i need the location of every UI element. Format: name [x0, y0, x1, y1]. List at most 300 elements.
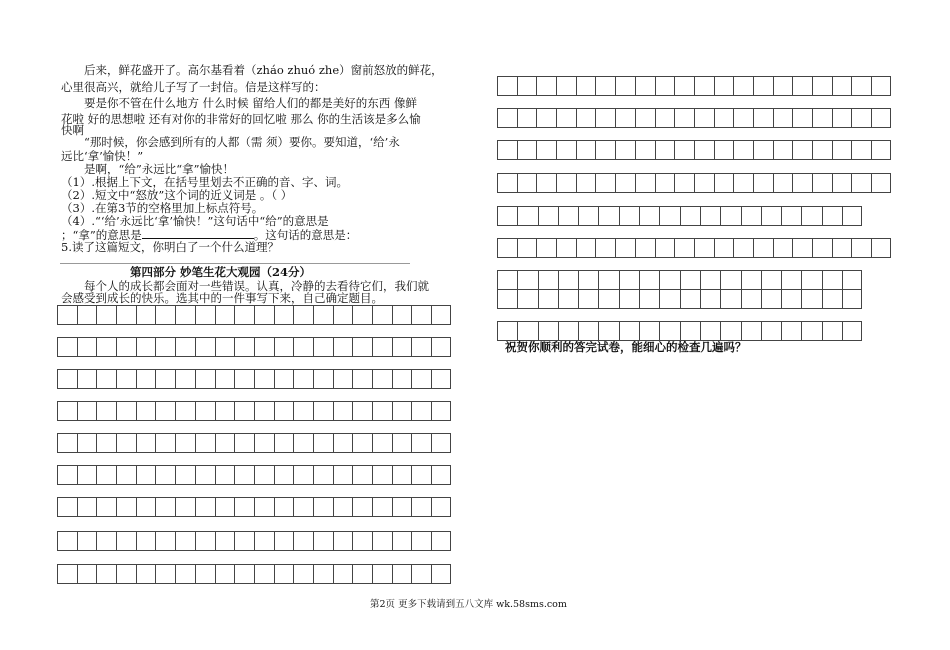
- grid-cell[interactable]: [595, 140, 615, 160]
- grid-cell[interactable]: [155, 305, 175, 325]
- grid-cell[interactable]: [411, 531, 431, 551]
- grid-cell[interactable]: [392, 531, 412, 551]
- grid-cell[interactable]: [77, 497, 97, 517]
- grid-cell[interactable]: [392, 369, 412, 389]
- grid-cell[interactable]: [680, 321, 700, 341]
- grid-cell[interactable]: [615, 238, 635, 258]
- grid-cell[interactable]: [700, 206, 720, 226]
- grid-cell[interactable]: [832, 173, 852, 193]
- grid-cell[interactable]: [792, 108, 812, 128]
- grid-cell[interactable]: [741, 206, 761, 226]
- grid-cell[interactable]: [215, 564, 235, 584]
- grid-cell[interactable]: [556, 173, 576, 193]
- grid-cell[interactable]: [333, 564, 353, 584]
- grid-cell[interactable]: [595, 76, 615, 96]
- grid-cell[interactable]: [195, 305, 215, 325]
- grid-cell[interactable]: [274, 305, 294, 325]
- grid-cell[interactable]: [333, 369, 353, 389]
- grid-cell[interactable]: [832, 238, 852, 258]
- grid-cell[interactable]: [372, 401, 392, 421]
- grid-cell[interactable]: [77, 305, 97, 325]
- answer-blank[interactable]: [142, 228, 254, 239]
- grid-cell[interactable]: [254, 497, 274, 517]
- grid-cell[interactable]: [639, 270, 659, 290]
- grid-cell[interactable]: [576, 108, 596, 128]
- grid-cell[interactable]: [254, 305, 274, 325]
- grid-cell[interactable]: [655, 238, 675, 258]
- grid-cell[interactable]: [595, 238, 615, 258]
- grid-cell[interactable]: [595, 108, 615, 128]
- grid-cell[interactable]: [659, 206, 679, 226]
- grid-cell[interactable]: [781, 206, 801, 226]
- grid-cell[interactable]: [274, 433, 294, 453]
- grid-cell[interactable]: [801, 206, 821, 226]
- grid-cell[interactable]: [77, 369, 97, 389]
- grid-cell[interactable]: [136, 401, 156, 421]
- grid-cell[interactable]: [215, 305, 235, 325]
- grid-cell[interactable]: [411, 401, 431, 421]
- grid-cell[interactable]: [619, 321, 639, 341]
- grid-cell[interactable]: [392, 305, 412, 325]
- grid-cell[interactable]: [619, 206, 639, 226]
- grid-cell[interactable]: [773, 173, 793, 193]
- grid-cell[interactable]: [517, 108, 537, 128]
- grid-cell[interactable]: [659, 321, 679, 341]
- grid-cell[interactable]: [733, 140, 753, 160]
- grid-cell[interactable]: [822, 206, 842, 226]
- grid-cell[interactable]: [116, 531, 136, 551]
- grid-cell[interactable]: [57, 531, 77, 551]
- grid-cell[interactable]: [215, 497, 235, 517]
- grid-cell[interactable]: [517, 206, 537, 226]
- grid-cell[interactable]: [372, 433, 392, 453]
- grid-cell[interactable]: [781, 321, 801, 341]
- grid-cell[interactable]: [431, 465, 451, 485]
- grid-cell[interactable]: [234, 497, 254, 517]
- grid-cell[interactable]: [215, 369, 235, 389]
- grid-cell[interactable]: [674, 238, 694, 258]
- grid-cell[interactable]: [313, 305, 333, 325]
- grid-cell[interactable]: [497, 238, 517, 258]
- grid-cell[interactable]: [598, 206, 618, 226]
- grid-cell[interactable]: [333, 337, 353, 357]
- grid-cell[interactable]: [352, 401, 372, 421]
- grid-cell[interactable]: [234, 465, 254, 485]
- grid-cell[interactable]: [274, 337, 294, 357]
- grid-cell[interactable]: [215, 337, 235, 357]
- grid-cell[interactable]: [411, 465, 431, 485]
- grid-cell[interactable]: [313, 401, 333, 421]
- grid-cell[interactable]: [313, 369, 333, 389]
- grid-cell[interactable]: [77, 531, 97, 551]
- grid-cell[interactable]: [57, 401, 77, 421]
- grid-cell[interactable]: [372, 564, 392, 584]
- grid-cell[interactable]: [96, 433, 116, 453]
- grid-cell[interactable]: [700, 321, 720, 341]
- grid-cell[interactable]: [254, 433, 274, 453]
- grid-cell[interactable]: [812, 238, 832, 258]
- grid-cell[interactable]: [578, 270, 598, 290]
- grid-cell[interactable]: [234, 531, 254, 551]
- grid-cell[interactable]: [851, 238, 871, 258]
- grid-cell[interactable]: [195, 337, 215, 357]
- grid-cell[interactable]: [871, 76, 891, 96]
- grid-cell[interactable]: [175, 337, 195, 357]
- grid-cell[interactable]: [57, 369, 77, 389]
- grid-cell[interactable]: [822, 321, 842, 341]
- grid-cell[interactable]: [842, 321, 862, 341]
- grid-cell[interactable]: [293, 531, 313, 551]
- grid-cell[interactable]: [741, 289, 761, 309]
- grid-cell[interactable]: [674, 76, 694, 96]
- grid-cell[interactable]: [792, 173, 812, 193]
- grid-cell[interactable]: [812, 108, 832, 128]
- grid-cell[interactable]: [595, 173, 615, 193]
- grid-cell[interactable]: [812, 173, 832, 193]
- grid-cell[interactable]: [871, 173, 891, 193]
- grid-cell[interactable]: [578, 321, 598, 341]
- grid-cell[interactable]: [293, 337, 313, 357]
- grid-cell[interactable]: [781, 270, 801, 290]
- grid-cell[interactable]: [558, 321, 578, 341]
- grid-cell[interactable]: [536, 76, 556, 96]
- grid-cell[interactable]: [431, 305, 451, 325]
- grid-cell[interactable]: [635, 140, 655, 160]
- grid-cell[interactable]: [234, 369, 254, 389]
- grid-cell[interactable]: [714, 173, 734, 193]
- grid-cell[interactable]: [497, 108, 517, 128]
- grid-cell[interactable]: [773, 238, 793, 258]
- grid-cell[interactable]: [352, 564, 372, 584]
- grid-cell[interactable]: [411, 497, 431, 517]
- grid-cell[interactable]: [352, 465, 372, 485]
- grid-cell[interactable]: [720, 289, 740, 309]
- grid-cell[interactable]: [720, 206, 740, 226]
- grid-cell[interactable]: [635, 238, 655, 258]
- grid-cell[interactable]: [733, 76, 753, 96]
- grid-cell[interactable]: [639, 321, 659, 341]
- grid-cell[interactable]: [136, 465, 156, 485]
- grid-cell[interactable]: [851, 140, 871, 160]
- grid-cell[interactable]: [871, 140, 891, 160]
- grid-cell[interactable]: [96, 401, 116, 421]
- grid-cell[interactable]: [536, 238, 556, 258]
- grid-cell[interactable]: [411, 433, 431, 453]
- grid-cell[interactable]: [822, 270, 842, 290]
- grid-cell[interactable]: [274, 531, 294, 551]
- grid-cell[interactable]: [293, 433, 313, 453]
- grid-cell[interactable]: [155, 564, 175, 584]
- grid-cell[interactable]: [714, 238, 734, 258]
- grid-cell[interactable]: [254, 401, 274, 421]
- grid-cell[interactable]: [274, 465, 294, 485]
- grid-cell[interactable]: [96, 465, 116, 485]
- grid-cell[interactable]: [871, 238, 891, 258]
- grid-cell[interactable]: [639, 289, 659, 309]
- grid-cell[interactable]: [234, 401, 254, 421]
- grid-cell[interactable]: [832, 76, 852, 96]
- grid-cell[interactable]: [175, 369, 195, 389]
- grid-cell[interactable]: [333, 465, 353, 485]
- grid-cell[interactable]: [392, 337, 412, 357]
- grid-cell[interactable]: [96, 369, 116, 389]
- grid-cell[interactable]: [254, 337, 274, 357]
- grid-cell[interactable]: [720, 270, 740, 290]
- grid-cell[interactable]: [761, 289, 781, 309]
- grid-cell[interactable]: [136, 433, 156, 453]
- grid-cell[interactable]: [619, 289, 639, 309]
- grid-cell[interactable]: [576, 140, 596, 160]
- grid-cell[interactable]: [215, 433, 235, 453]
- grid-cell[interactable]: [313, 564, 333, 584]
- grid-cell[interactable]: [812, 76, 832, 96]
- grid-cell[interactable]: [659, 270, 679, 290]
- grid-cell[interactable]: [700, 270, 720, 290]
- grid-cell[interactable]: [598, 270, 618, 290]
- grid-cell[interactable]: [714, 108, 734, 128]
- grid-cell[interactable]: [635, 108, 655, 128]
- grid-cell[interactable]: [195, 564, 215, 584]
- grid-cell[interactable]: [615, 76, 635, 96]
- grid-cell[interactable]: [136, 337, 156, 357]
- grid-cell[interactable]: [116, 433, 136, 453]
- grid-cell[interactable]: [497, 270, 517, 290]
- grid-cell[interactable]: [116, 305, 136, 325]
- grid-cell[interactable]: [195, 433, 215, 453]
- grid-cell[interactable]: [274, 497, 294, 517]
- grid-cell[interactable]: [558, 206, 578, 226]
- grid-cell[interactable]: [842, 270, 862, 290]
- grid-cell[interactable]: [558, 289, 578, 309]
- grid-cell[interactable]: [517, 173, 537, 193]
- grid-cell[interactable]: [195, 369, 215, 389]
- grid-cell[interactable]: [372, 305, 392, 325]
- grid-cell[interactable]: [234, 433, 254, 453]
- grid-cell[interactable]: [761, 321, 781, 341]
- grid-cell[interactable]: [761, 206, 781, 226]
- grid-cell[interactable]: [175, 564, 195, 584]
- grid-cell[interactable]: [497, 76, 517, 96]
- grid-cell[interactable]: [431, 401, 451, 421]
- grid-cell[interactable]: [871, 108, 891, 128]
- grid-cell[interactable]: [801, 321, 821, 341]
- grid-cell[interactable]: [293, 465, 313, 485]
- grid-cell[interactable]: [700, 289, 720, 309]
- grid-cell[interactable]: [517, 238, 537, 258]
- grid-cell[interactable]: [431, 564, 451, 584]
- grid-cell[interactable]: [812, 140, 832, 160]
- grid-cell[interactable]: [842, 289, 862, 309]
- grid-cell[interactable]: [431, 433, 451, 453]
- grid-cell[interactable]: [57, 433, 77, 453]
- grid-cell[interactable]: [116, 337, 136, 357]
- grid-cell[interactable]: [234, 337, 254, 357]
- grid-cell[interactable]: [392, 401, 412, 421]
- grid-cell[interactable]: [598, 289, 618, 309]
- grid-cell[interactable]: [77, 433, 97, 453]
- grid-cell[interactable]: [136, 564, 156, 584]
- grid-cell[interactable]: [136, 531, 156, 551]
- grid-cell[interactable]: [96, 531, 116, 551]
- grid-cell[interactable]: [694, 238, 714, 258]
- grid-cell[interactable]: [155, 531, 175, 551]
- grid-cell[interactable]: [576, 173, 596, 193]
- grid-cell[interactable]: [411, 369, 431, 389]
- grid-cell[interactable]: [497, 206, 517, 226]
- grid-cell[interactable]: [578, 206, 598, 226]
- grid-cell[interactable]: [556, 238, 576, 258]
- grid-cell[interactable]: [175, 305, 195, 325]
- grid-cell[interactable]: [556, 108, 576, 128]
- grid-cell[interactable]: [195, 531, 215, 551]
- grid-cell[interactable]: [77, 337, 97, 357]
- grid-cell[interactable]: [392, 465, 412, 485]
- grid-cell[interactable]: [639, 206, 659, 226]
- grid-cell[interactable]: [753, 238, 773, 258]
- grid-cell[interactable]: [578, 289, 598, 309]
- grid-cell[interactable]: [116, 401, 136, 421]
- grid-cell[interactable]: [773, 108, 793, 128]
- grid-cell[interactable]: [497, 321, 517, 341]
- grid-cell[interactable]: [674, 173, 694, 193]
- grid-cell[interactable]: [254, 465, 274, 485]
- grid-cell[interactable]: [517, 140, 537, 160]
- grid-cell[interactable]: [536, 108, 556, 128]
- grid-cell[interactable]: [753, 173, 773, 193]
- grid-cell[interactable]: [517, 270, 537, 290]
- grid-cell[interactable]: [274, 564, 294, 584]
- grid-cell[interactable]: [832, 140, 852, 160]
- grid-cell[interactable]: [372, 497, 392, 517]
- grid-cell[interactable]: [781, 289, 801, 309]
- grid-cell[interactable]: [254, 564, 274, 584]
- grid-cell[interactable]: [431, 337, 451, 357]
- grid-cell[interactable]: [293, 369, 313, 389]
- grid-cell[interactable]: [175, 531, 195, 551]
- grid-cell[interactable]: [274, 369, 294, 389]
- grid-cell[interactable]: [615, 173, 635, 193]
- grid-cell[interactable]: [116, 497, 136, 517]
- grid-cell[interactable]: [293, 401, 313, 421]
- grid-cell[interactable]: [773, 76, 793, 96]
- grid-cell[interactable]: [155, 401, 175, 421]
- grid-cell[interactable]: [57, 305, 77, 325]
- grid-cell[interactable]: [372, 465, 392, 485]
- grid-cell[interactable]: [136, 305, 156, 325]
- grid-cell[interactable]: [57, 465, 77, 485]
- grid-cell[interactable]: [753, 140, 773, 160]
- grid-cell[interactable]: [215, 531, 235, 551]
- grid-cell[interactable]: [538, 270, 558, 290]
- grid-cell[interactable]: [195, 465, 215, 485]
- grid-cell[interactable]: [352, 369, 372, 389]
- grid-cell[interactable]: [615, 140, 635, 160]
- grid-cell[interactable]: [195, 401, 215, 421]
- grid-cell[interactable]: [57, 337, 77, 357]
- grid-cell[interactable]: [517, 289, 537, 309]
- grid-cell[interactable]: [352, 531, 372, 551]
- grid-cell[interactable]: [538, 206, 558, 226]
- grid-cell[interactable]: [175, 465, 195, 485]
- grid-cell[interactable]: [411, 337, 431, 357]
- grid-cell[interactable]: [293, 564, 313, 584]
- grid-cell[interactable]: [313, 497, 333, 517]
- grid-cell[interactable]: [411, 305, 431, 325]
- grid-cell[interactable]: [801, 289, 821, 309]
- grid-cell[interactable]: [352, 433, 372, 453]
- grid-cell[interactable]: [77, 465, 97, 485]
- grid-cell[interactable]: [792, 140, 812, 160]
- grid-cell[interactable]: [635, 173, 655, 193]
- grid-cell[interactable]: [96, 305, 116, 325]
- grid-cell[interactable]: [136, 497, 156, 517]
- grid-cell[interactable]: [431, 369, 451, 389]
- grid-cell[interactable]: [234, 305, 254, 325]
- grid-cell[interactable]: [392, 564, 412, 584]
- grid-cell[interactable]: [792, 76, 812, 96]
- grid-cell[interactable]: [680, 206, 700, 226]
- grid-cell[interactable]: [659, 289, 679, 309]
- grid-cell[interactable]: [116, 564, 136, 584]
- grid-cell[interactable]: [615, 108, 635, 128]
- grid-cell[interactable]: [536, 140, 556, 160]
- grid-cell[interactable]: [372, 531, 392, 551]
- grid-cell[interactable]: [619, 270, 639, 290]
- grid-cell[interactable]: [655, 76, 675, 96]
- grid-cell[interactable]: [733, 238, 753, 258]
- grid-cell[interactable]: [313, 531, 333, 551]
- grid-cell[interactable]: [96, 337, 116, 357]
- grid-cell[interactable]: [313, 337, 333, 357]
- grid-cell[interactable]: [733, 108, 753, 128]
- grid-cell[interactable]: [792, 238, 812, 258]
- grid-cell[interactable]: [538, 321, 558, 341]
- grid-cell[interactable]: [851, 76, 871, 96]
- grid-cell[interactable]: [215, 401, 235, 421]
- grid-cell[interactable]: [801, 270, 821, 290]
- grid-cell[interactable]: [655, 140, 675, 160]
- grid-cell[interactable]: [517, 76, 537, 96]
- grid-cell[interactable]: [761, 270, 781, 290]
- grid-cell[interactable]: [655, 173, 675, 193]
- grid-cell[interactable]: [680, 270, 700, 290]
- grid-cell[interactable]: [155, 497, 175, 517]
- grid-cell[interactable]: [333, 433, 353, 453]
- grid-cell[interactable]: [556, 140, 576, 160]
- grid-cell[interactable]: [773, 140, 793, 160]
- grid-cell[interactable]: [741, 270, 761, 290]
- grid-cell[interactable]: [333, 305, 353, 325]
- grid-cell[interactable]: [576, 238, 596, 258]
- grid-cell[interactable]: [851, 108, 871, 128]
- grid-cell[interactable]: [333, 531, 353, 551]
- grid-cell[interactable]: [674, 108, 694, 128]
- grid-cell[interactable]: [155, 369, 175, 389]
- grid-cell[interactable]: [720, 321, 740, 341]
- grid-cell[interactable]: [674, 140, 694, 160]
- grid-cell[interactable]: [175, 497, 195, 517]
- grid-cell[interactable]: [372, 369, 392, 389]
- grid-cell[interactable]: [155, 465, 175, 485]
- grid-cell[interactable]: [392, 497, 412, 517]
- grid-cell[interactable]: [313, 433, 333, 453]
- grid-cell[interactable]: [313, 465, 333, 485]
- grid-cell[interactable]: [57, 564, 77, 584]
- grid-cell[interactable]: [576, 76, 596, 96]
- grid-cell[interactable]: [254, 369, 274, 389]
- grid-cell[interactable]: [842, 206, 862, 226]
- grid-cell[interactable]: [254, 531, 274, 551]
